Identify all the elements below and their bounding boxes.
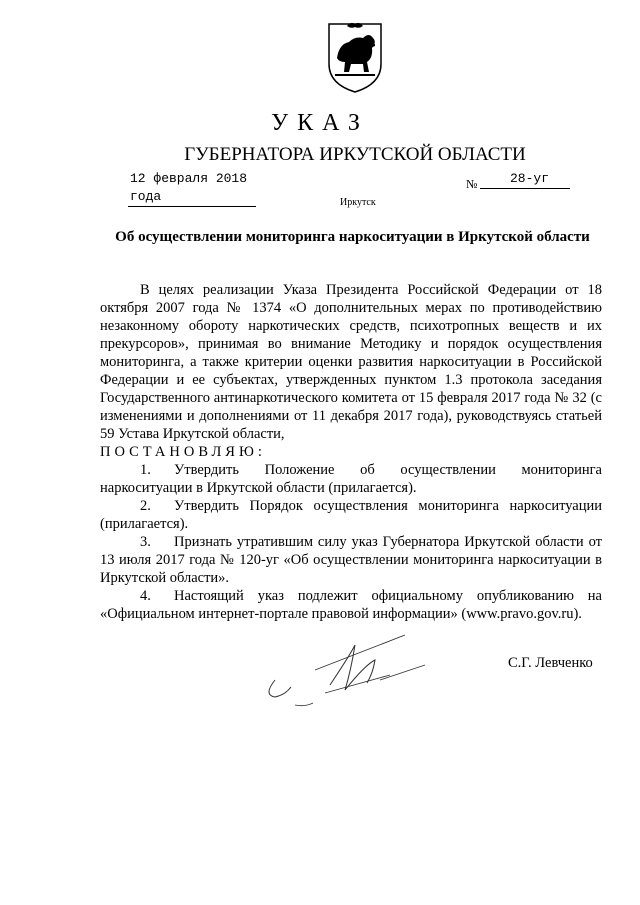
list-item	[100, 461, 602, 497]
number-sign: №	[466, 177, 478, 191]
item-number: 4.	[140, 588, 151, 604]
item-text: Утвердить Положение об осуществлении мониторинга наркоситуации в Иркутской области (прилагается).	[100, 462, 602, 496]
item-text: Настоящий указ подлежит официальному опубликованию на «Официальном интернет-портале правовой информации» (www.pravo.gov.ru).	[100, 588, 602, 622]
item-number: 1.	[140, 462, 151, 478]
coat-of-arms-icon	[325, 18, 385, 94]
document-title: УКАЗ	[271, 110, 369, 136]
item-number: 2.	[140, 498, 151, 514]
item-text: Утвердить Порядок осуществления мониторинга наркоситуации (прилагается).	[100, 498, 602, 532]
item-text: Признать утратившим силу указ Губернатора Иркутской области от 13 июля 2017 года № 120-уг «Об осуществлении мониторинга наркоситуации в Иркутской области».	[100, 534, 602, 586]
document-date: 12 февраля 2018 года	[128, 170, 256, 207]
document-number: 28-уг	[480, 170, 570, 189]
list-item	[100, 533, 602, 587]
document-city: Иркутск	[340, 197, 376, 208]
document-body	[100, 281, 602, 623]
document-heading: Об осуществлении мониторинга наркоситуации в Иркутской области	[115, 229, 590, 245]
item-number: 3.	[140, 534, 151, 550]
document-subtitle: ГУБЕРНАТОРА ИРКУТСКОЙ ОБЛАСТИ	[184, 144, 526, 165]
preamble-paragraph: В целях реализации Указа Президента Российской Федерации от 18 октября 2007 года № 1374 «О дополнительных мерах по противодействию незаконному обороту наркотических средств, психотропных веществ и их прекурсоров», принимая во внимание Методику и порядок осуществления мониторинга, а также критерии оценки развития наркоситуации в Российской Федерации и ее субъектах, утвержденных пунктом 1.3 протокола заседания Государственного антинаркотического комитета от 15 февраля 2017 года № 32 (с изменениями и дополнениями от 11 декабря 2017 года), руководствуясь статьей 59 Устава Иркутской области,	[100, 282, 602, 442]
signer-name: С.Г. Левченко	[508, 655, 593, 671]
decree-word: ПОСТАНОВЛЯЮ:	[100, 444, 266, 460]
handwritten-signature	[255, 625, 455, 715]
list-item	[100, 497, 602, 533]
list-item	[100, 587, 602, 623]
